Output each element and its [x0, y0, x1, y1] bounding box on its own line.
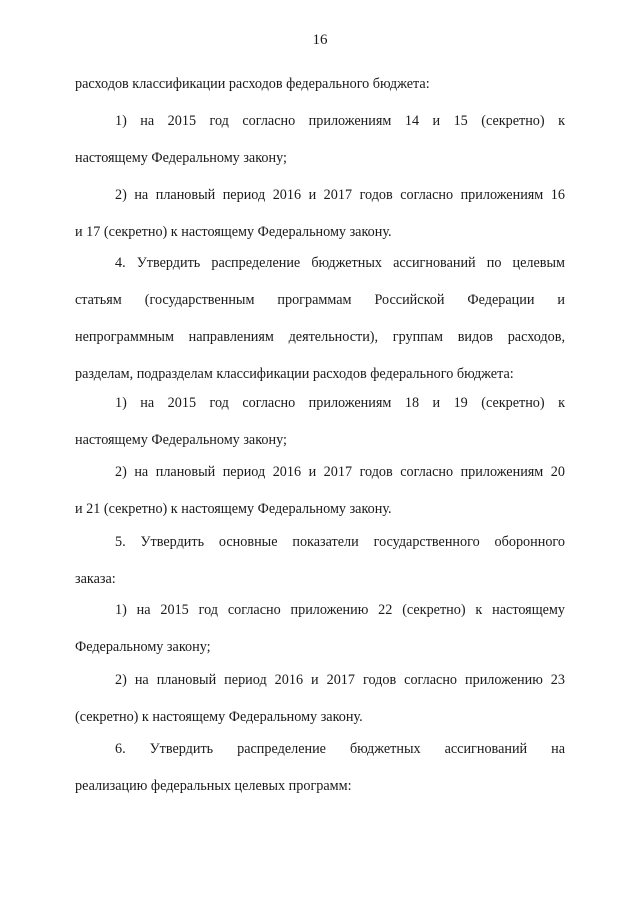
paragraph-line: 5. Утвердить основные показатели государственного оборонного — [115, 534, 565, 550]
paragraph-line: заказа: — [75, 571, 116, 587]
paragraph-line: и 17 (секретно) к настоящему Федеральному закону. — [75, 224, 392, 240]
paragraph-section-4 — [75, 245, 565, 393]
paragraph-line: 4. Утвердить распределение бюджетных ассигнований по целевым — [115, 255, 565, 271]
paragraph-line: разделам, подразделам классификации расходов федерального бюджета: — [75, 366, 514, 382]
page-number: 16 — [312, 32, 328, 48]
paragraph-line: настоящему Федеральному закону; — [75, 150, 287, 166]
paragraph-item-3-2 — [75, 177, 565, 251]
paragraph-line: 6. Утвердить распределение бюджетных ассигнований на — [115, 741, 565, 757]
paragraph-line: 2) на плановый период 2016 и 2017 годов согласно приложению 23 — [115, 672, 565, 688]
paragraph-line: 2) на плановый период 2016 и 2017 годов согласно приложениям 20 — [115, 464, 565, 480]
paragraph-line: 1) на 2015 год согласно приложениям 14 и 15 (секретно) к — [115, 113, 565, 129]
paragraph-continuation — [75, 66, 565, 103]
paragraph-line: 1) на 2015 год согласно приложению 22 (секретно) к настоящему — [115, 602, 565, 618]
paragraph-line: реализацию федеральных целевых программ: — [75, 778, 352, 794]
paragraph-line: 2) на плановый период 2016 и 2017 годов согласно приложениям 16 — [115, 187, 565, 203]
paragraph-item-5-1 — [75, 592, 565, 666]
paragraph-item-4-2 — [75, 454, 565, 528]
paragraph-line: Федеральному закону; — [75, 639, 211, 655]
paragraph-line: (секретно) к настоящему Федеральному закону. — [75, 709, 363, 725]
paragraph-line: и 21 (секретно) к настоящему Федеральному закону. — [75, 501, 392, 517]
paragraph-line: непрограммным направлениям деятельности), группам видов расходов, — [75, 329, 565, 345]
paragraph-line: настоящему Федеральному закону; — [75, 432, 287, 448]
paragraph-item-5-2 — [75, 662, 565, 736]
paragraph-line: статьям (государственным программам Российской Федерации и — [75, 292, 565, 308]
paragraph-line: расходов классификации расходов федерального бюджета: — [75, 76, 430, 92]
paragraph-line: 1) на 2015 год согласно приложениям 18 и 19 (секретно) к — [115, 395, 565, 411]
paragraph-item-4-1 — [75, 385, 565, 459]
paragraph-section-5 — [75, 524, 565, 598]
paragraph-item-3-1 — [75, 103, 565, 177]
paragraph-section-6 — [75, 731, 565, 805]
